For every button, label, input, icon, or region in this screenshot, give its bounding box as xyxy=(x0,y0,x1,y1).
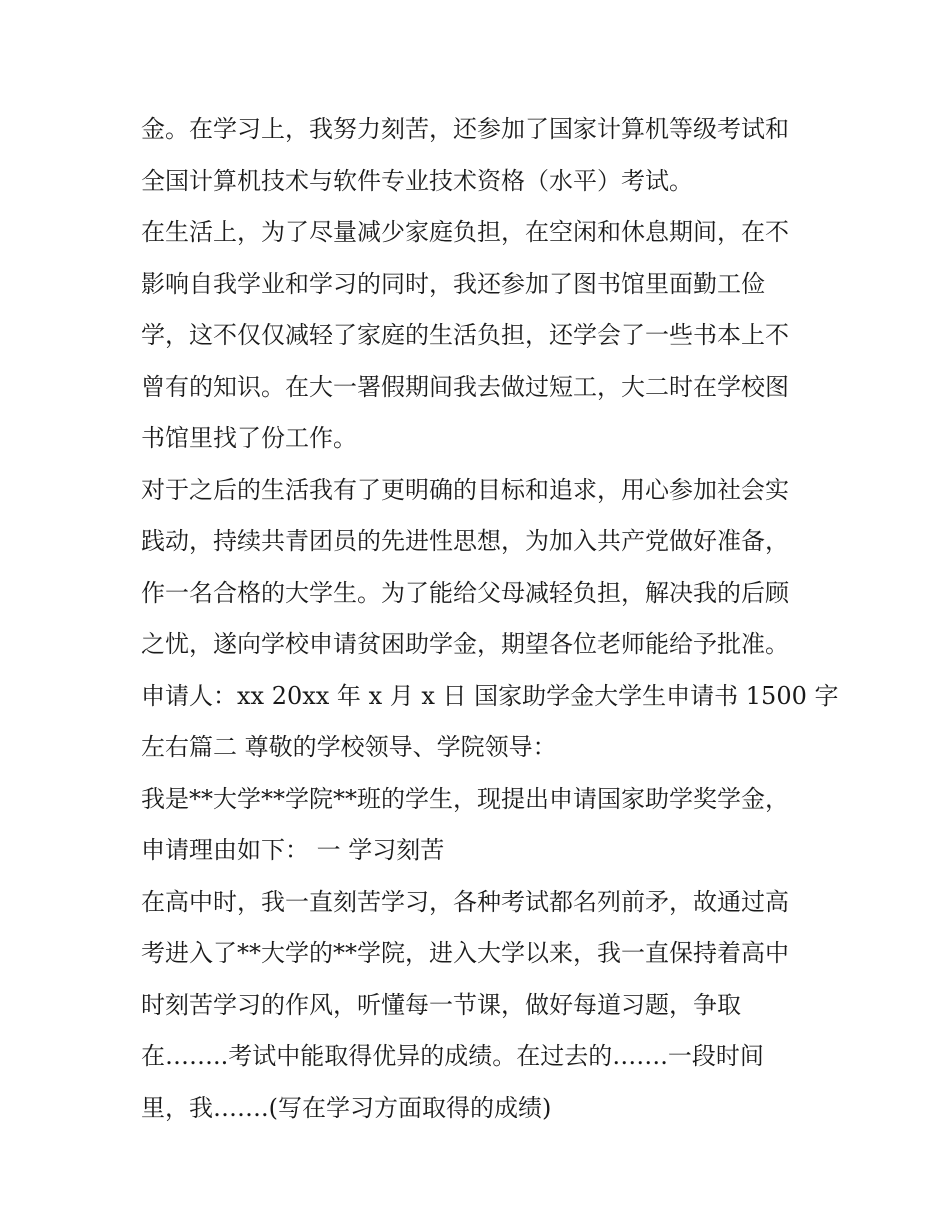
text-line-7: 书馆里找了份工作。 xyxy=(141,424,357,452)
text-line-20: 里，我…….(写在学习方面取得的成绩) xyxy=(141,1093,552,1122)
text-line-3: 在生活上，为了尽量减少家庭负担，在空闲和休息期间，在不 xyxy=(141,218,789,246)
text-line-5: 学，这不仅仅减轻了家庭的生活负担，还学会了一些书本上不 xyxy=(141,321,789,349)
text-line-9: 践动，持续共青团员的先进性思想，为加入共产党做好准备， xyxy=(141,527,789,555)
text-line-19: 在……..考试中能取得优异的成绩。在过去的…….一段时间 xyxy=(141,1042,764,1070)
text-line-14: 我是**大学**学院**班的学生，现提出申请国家助学奖学金， xyxy=(141,784,789,813)
text-line-6: 曾有的知识。在大一署假期间我去做过短工，大二时在学校图 xyxy=(141,372,789,401)
text-line-15: 申请理由如下： 一 学习刻苦 xyxy=(141,836,445,864)
text-line-10: 作一名合格的大学生。为了能给父母减轻负担，解决我的后顾 xyxy=(141,578,789,607)
text-line-1: 金。在学习上，我努力刻苦，还参加了国家计算机等级考试和 xyxy=(141,115,789,143)
text-line-13: 左右篇二 尊敬的学校领导、学院领导： xyxy=(141,733,557,761)
text-line-17: 考进入了**大学的**学院，进入大学以来，我一直保持着高中 xyxy=(141,939,789,967)
text-line-16: 在高中时，我一直刻苦学习，各种考试都名列前矛，故通过高 xyxy=(141,887,789,916)
text-line-12: 申请人：xx 20xx 年 x 月 x 日 国家助学金大学生申请书 1500 字 xyxy=(141,681,839,710)
text-line-8: 对于之后的生活我有了更明确的目标和追求，用心参加社会实 xyxy=(141,475,789,504)
text-line-2: 全国计算机技术与软件专业技术资格（水平）考试。 xyxy=(141,166,693,195)
document-body xyxy=(141,104,839,1134)
text-line-11: 之忧，遂向学校申请贫困助学金，期望各位老师能给予批准。 xyxy=(141,630,789,658)
text-line-18: 时刻苦学习的作风，听懂每一节课，做好每道习题，争取 xyxy=(141,990,741,1019)
text-line-4: 影响自我学业和学习的同时，我还参加了图书馆里面勤工俭 xyxy=(141,269,765,298)
